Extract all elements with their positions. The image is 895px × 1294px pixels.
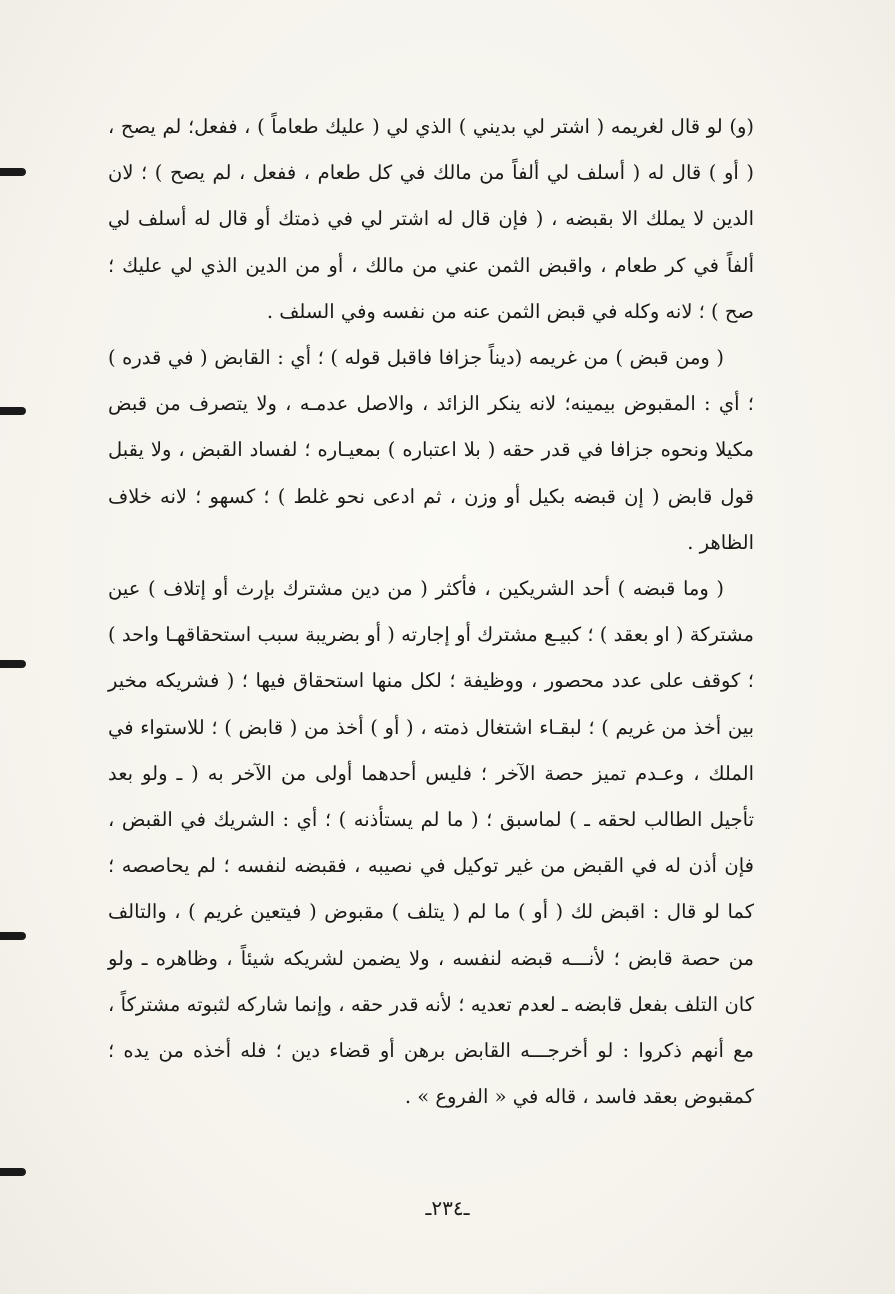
binding-mark <box>0 1168 26 1176</box>
binding-mark <box>0 168 26 176</box>
page-number: ـ٢٣٤ـ <box>425 1196 470 1220</box>
paragraph: ( ومن قبض ) من غريمه (ديناً جزافا فاقبل قوله ) ؛ أي : القابض ( في قدره ) ؛ أي : المقبوض بيمينه؛ لانه ينكر الزائد ، والاصل عدمـه ، ولا يتصرف من قبض مكيلا ونحوه جزافا في قدر حقه ( بلا اعتباره ) بمعيـاره ؛ لفساد القبض ، ولا يقبل قول قابض ( إن قبضه بكيل أو وزن ، ثم ادعى نحو غلط ) ؛ كسهو ؛ لانه خلاف الظاهر . <box>108 346 754 554</box>
binding-mark <box>0 932 26 940</box>
body-text <box>108 104 754 1120</box>
binding-mark <box>0 407 26 415</box>
paragraph: (و) لو قال لغريمه ( اشتر لي بديني ) الذي لي ( عليك طعاماً ) ، ففعل؛ لم يصح ، ( أو ) قال له ( أسلف لي ألفاً من مالك في كل طعام ، ففعل ، لم يصح ) ؛ لان الدين لا يملك الا بقبضه ، ( فإن قال له اشتر لي في ذمتك أو قال له أسلف لي ألفاً في كر طعام ، واقبض الثمن عني من مالك ، أو من الدين الذي لي عليك ؛ صح ) ؛ لانه وكله في قبض الثمن عنه من نفسه وفي السلف . <box>108 115 754 323</box>
binding-mark <box>0 660 26 668</box>
paragraph: ( وما قبضه ) أحد الشريكين ، فأكثر ( من دين مشترك بإرث أو إتلاف ) عين مشتركة ( او بعقد ) ؛ كبيـع مشترك أو إجارته ( أو بضريبة سبب استحقاقهـا واحد ) ؛ كوقف على عدد محصور ، ووظيفة ؛ لكل منها استحقاق فيها ؛ ( فشريكه مخير بين أخذ من غريم ) ؛ لبقـاء اشتغال ذمته ، ( أو ) أخذ من ( قابض ) ؛ للاستواء في الملك ، وعـدم تميز حصة الآخر ؛ فليس أحدهما أولى من الآخر به ( ـ ولو بعد تأجيل الطالب لحقه ـ ) لماسبق ؛ ( ما لم يستأذنه ) ؛ أي : الشريك في القبض ، فإن أذن له في القبض من غير توكيل في نصيبه ، فقبضه لنفسه ؛ لم يحاصصه ؛ كما لو قال : اقبض لك ( أو ) ما لم ( يتلف ) مقبوض ( فيتعين غريم ) ، والتالف من حصة قابض ؛ لأنـــه قبضه لنفسه ، ولا يضمن لشريكه شيئاً ، وظاهره ـ ولو كان التلف بفعل قابضه ـ لعدم تعديه ؛ لأنه قدر حقه ، وإنما شاركه لثبوته مشتركاً ، مع أنهم ذكروا : لو أخرجـــه القابض برهن أو قضاء دين ؛ فله أخذه من يده ؛ كمقبوض بعقد فاسد ، قاله في « الفروع » . <box>108 577 754 1109</box>
